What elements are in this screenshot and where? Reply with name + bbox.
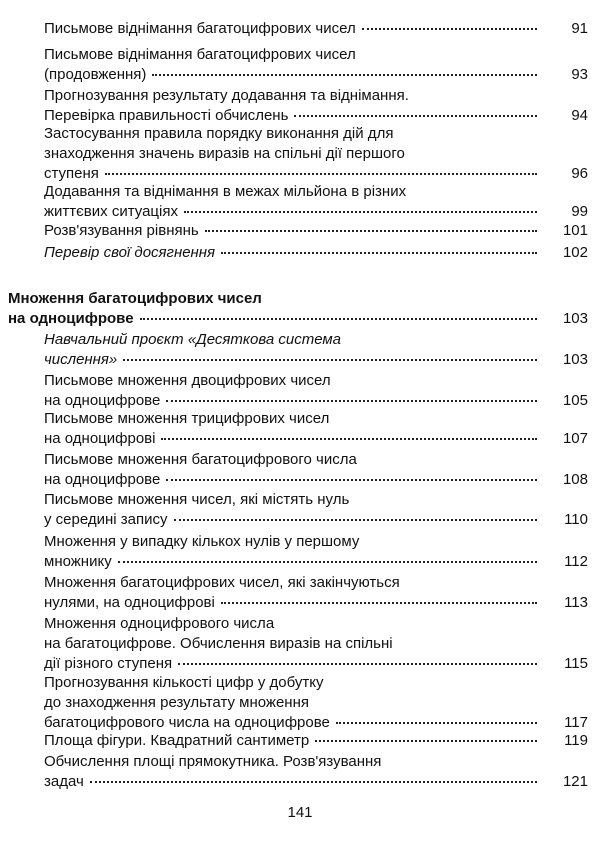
page-number: 117 xyxy=(564,714,588,731)
dot-leader xyxy=(152,74,537,76)
toc-entry-text: життєвих ситуаціях xyxy=(44,203,178,220)
toc-entry xyxy=(44,614,588,674)
toc-entry-text: числення» xyxy=(44,351,118,368)
toc-entry xyxy=(44,490,588,530)
toc-entry-text: знаходження значень виразів на спільні дії першого xyxy=(44,145,405,162)
page-number: 103 xyxy=(562,351,588,368)
page-number: 99 xyxy=(571,203,588,220)
toc-entry xyxy=(44,45,588,85)
page-number: 91 xyxy=(571,20,588,37)
section-heading xyxy=(8,289,588,329)
toc-entry xyxy=(44,19,588,39)
toc-entry-text: Застосування правила порядку виконання дій для xyxy=(44,125,394,142)
page-number: 110 xyxy=(564,511,588,528)
page-number: 102 xyxy=(562,244,588,261)
toc-entry-text: Письмове віднімання багатоцифрових чисел xyxy=(44,46,356,63)
section-title: на одноцифрове xyxy=(8,310,134,327)
page-number: 121 xyxy=(562,773,588,790)
toc-entry xyxy=(44,532,588,572)
toc-entry-text: на багатоцифрове. Обчислення виразів на спільні xyxy=(44,635,393,652)
section-title: Множення багатоцифрових чисел xyxy=(8,290,262,307)
toc-entry xyxy=(44,124,588,184)
toc-entry xyxy=(44,182,588,222)
page-number: 113 xyxy=(564,594,588,611)
toc-entry-text: до знаходження результату множення xyxy=(44,694,309,711)
toc-entry-text: Письмове множення двоцифрових чисел xyxy=(44,372,331,389)
dot-leader xyxy=(205,230,537,232)
dot-leader xyxy=(221,252,537,254)
page-number: 112 xyxy=(564,553,588,570)
toc-entry-text: у середині запису xyxy=(44,511,168,528)
dot-leader xyxy=(174,519,537,521)
page-number: 96 xyxy=(571,165,588,182)
toc-entry-text: Навчальний проєкт «Десяткова система xyxy=(44,331,341,348)
toc-entry-text: Обчислення площі прямокутника. Розв'язування xyxy=(44,753,382,770)
toc-entry-text: Перевірка правильності обчислень xyxy=(44,107,289,124)
toc-entry-text: нулями, на одноцифрові xyxy=(44,594,215,611)
toc-entry-text: Множення багатоцифрових чисел, які закінчуються xyxy=(44,574,400,591)
toc-entry-text: (продовження) xyxy=(44,66,147,83)
toc-entry xyxy=(44,573,588,613)
toc-entry-text: Перевір свої досягнення xyxy=(44,244,216,261)
toc-entry-text: Розв'язування рівнянь xyxy=(44,222,199,239)
toc-entry xyxy=(44,731,588,751)
page-number: 93 xyxy=(571,66,588,83)
toc-entry-text: Письмове множення трицифрових чисел xyxy=(44,410,330,427)
dot-leader xyxy=(221,602,537,604)
toc-entry-text: Письмове віднімання багатоцифрових чисел xyxy=(44,20,356,37)
toc-entry-text: Прогнозування кількості цифр у добутку xyxy=(44,674,324,691)
dot-leader xyxy=(90,781,537,783)
toc-entry-text: на одноцифрове xyxy=(44,392,161,409)
page-number: 101 xyxy=(562,222,588,239)
toc-entry-text: багатоцифрового числа на одноцифрове xyxy=(44,714,330,731)
dot-leader xyxy=(166,479,537,481)
dot-leader xyxy=(315,740,537,742)
toc-entry-text: Письмове множення багатоцифрового числа xyxy=(44,451,357,468)
page-number: 119 xyxy=(564,732,588,749)
toc-entry-text: множнику xyxy=(44,553,112,570)
toc-entry xyxy=(44,752,588,792)
page-number: 107 xyxy=(562,430,588,447)
toc-entry-text: Площа фігури. Квадратний сантиметр xyxy=(44,732,310,749)
toc-entry-text: Прогнозування результату додавання та віднімання. xyxy=(44,87,409,104)
toc-entry xyxy=(44,221,588,241)
toc-entry xyxy=(44,409,588,449)
toc-entry xyxy=(44,330,588,370)
toc-entry-text: задач xyxy=(44,773,84,790)
toc-entry-text: дії різного ступеня xyxy=(44,655,173,672)
dot-leader xyxy=(184,211,537,213)
toc-entry xyxy=(44,673,588,733)
dot-leader xyxy=(166,400,537,402)
page-number: 115 xyxy=(564,655,588,672)
dot-leader xyxy=(118,561,537,563)
toc-entry-text: Множення одноцифрового числа xyxy=(44,615,275,632)
dot-leader xyxy=(161,438,537,440)
toc-entry-text: на одноцифрове xyxy=(44,471,161,488)
dot-leader xyxy=(178,663,537,665)
dot-leader xyxy=(105,173,537,175)
toc-entry-text: Додавання та віднімання в межах мільйона в різних xyxy=(44,183,407,200)
dot-leader xyxy=(140,318,537,320)
toc-entry-text: на одноцифрові xyxy=(44,430,156,447)
page-number: 108 xyxy=(562,471,588,488)
toc-entry xyxy=(44,450,588,490)
dot-leader xyxy=(294,115,537,117)
page-number: 103 xyxy=(562,310,588,327)
toc-entry xyxy=(44,243,588,263)
page-number: 94 xyxy=(571,107,588,124)
toc-entry-text: Письмове множення чисел, які містять нуль xyxy=(44,491,350,508)
toc-entry xyxy=(44,86,588,126)
dot-leader xyxy=(123,359,537,361)
dot-leader xyxy=(362,28,537,30)
toc-entry-text: Множення у випадку кількох нулів у першому xyxy=(44,533,360,550)
dot-leader xyxy=(336,722,537,724)
page-number: 105 xyxy=(562,392,588,409)
footer-page-number: 141 xyxy=(287,804,313,821)
toc-entry xyxy=(44,371,588,411)
toc-entry-text: ступеня xyxy=(44,165,99,182)
